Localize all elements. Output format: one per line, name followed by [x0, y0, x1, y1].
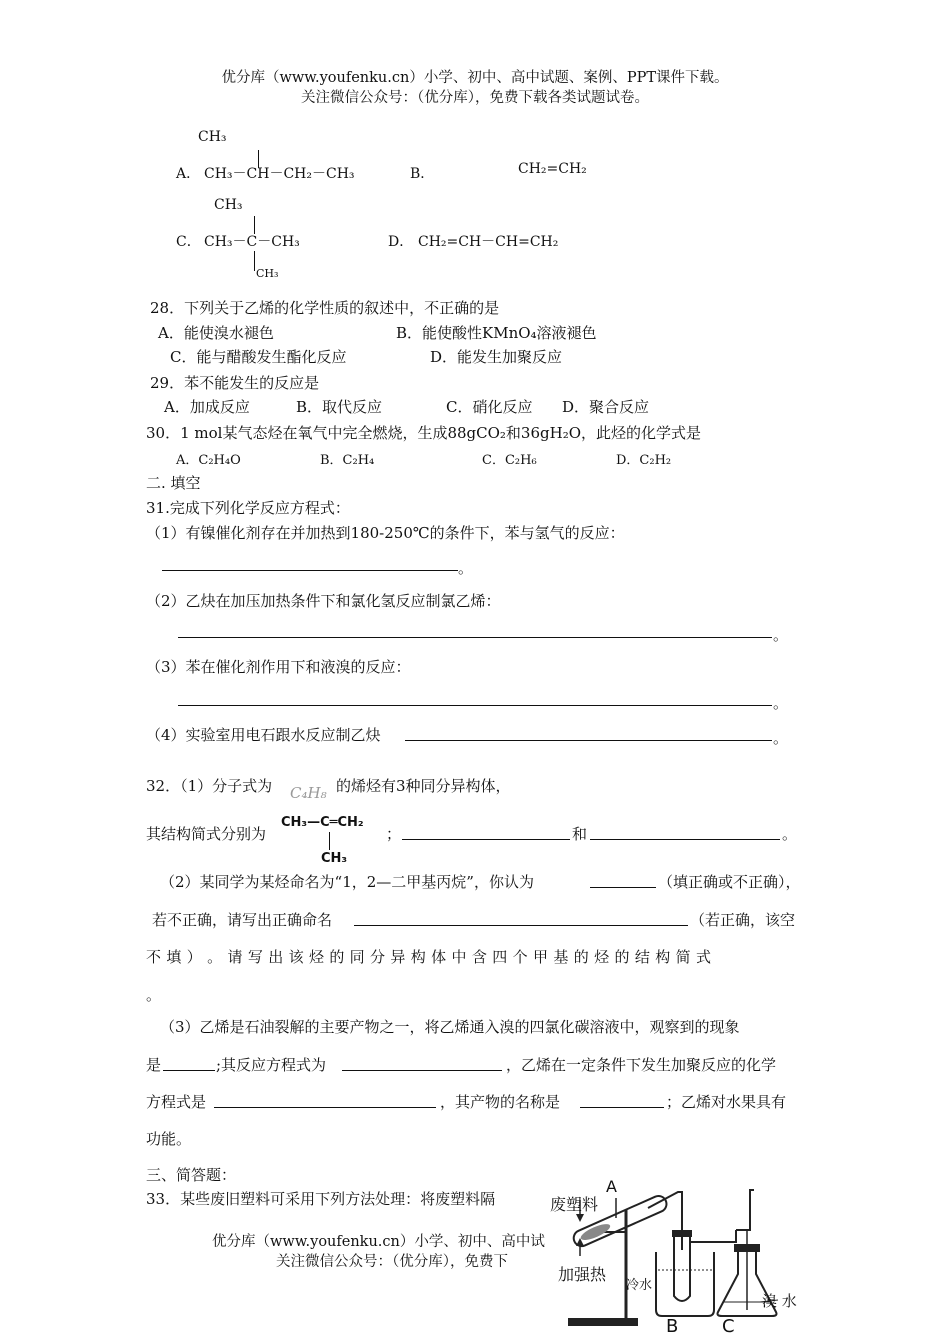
q31-end-3: 。 [773, 694, 789, 712]
q32-part3-a: （3）乙烯是石油裂解的主要产物之一，将乙烯通入溴的四氯化碳溶液中，观察到的现象 [160, 1018, 740, 1036]
q27-option-d-label: D． [388, 234, 414, 250]
q31-end-4: 。 [773, 729, 789, 747]
q32-formula-c4h8: C₄H₈ [290, 784, 327, 802]
q31-part-1: （1）有镍催化剂存在并加热到180-250℃的条件下，苯与氢气的反应： [146, 524, 625, 542]
q27-option-d-formula: CH₂=CH－CH=CH₂ [418, 234, 559, 250]
q31-part-4: （4）实验室用电石跟水反应制乙炔 [146, 726, 381, 744]
q32-line2-sep: ； [386, 825, 402, 843]
q30-option-b: B．C₂H₄ [320, 453, 375, 468]
q32-line2-and: 和 [572, 825, 588, 843]
beaker-b [656, 1252, 714, 1316]
figure-label-strong-heat: 加强热 [558, 1265, 607, 1284]
q31-answer-line-1[interactable] [162, 570, 458, 571]
figure-label-cold-water: 冷水 [626, 1278, 653, 1293]
header-line-2: 关注微信公众号：（优分库），免费下载各类试题试卷。 [301, 90, 649, 106]
q32-line1-post: 的烯烃有3种同分异构体， [336, 777, 511, 795]
header-line-1: 优分库（www.youfenku.cn）小学、初中、高中试题、案例、PPT课件下载。 [221, 70, 729, 86]
q31-answer-line-4[interactable] [405, 740, 772, 741]
collection-stopper [672, 1230, 692, 1237]
q27-a-ch3-top: CH₃ [198, 129, 227, 145]
q30-option-a: A．C₂H₄O [176, 453, 241, 468]
figure-label-a: A [606, 1177, 617, 1196]
section-3-title: 三、简答题： [146, 1166, 237, 1184]
q32-structure-sub: CH₃ [321, 851, 348, 866]
q32-isomer-blank-1[interactable] [402, 839, 570, 840]
q32-equation-blank[interactable] [342, 1070, 502, 1071]
q32-part2-d: （若正确，该空 [690, 911, 796, 929]
q27-option-a-formula: CH₃－CH－CH₂－CH₃ [204, 166, 355, 182]
footer-line-1: 优分库（www.youfenku.cn）小学、初中、高中试 [212, 1234, 545, 1250]
q28-option-d: D．能发生加聚反应 [430, 348, 563, 366]
q27-c-ch3-top: CH₃ [214, 197, 243, 213]
footer-line-2: 关注微信公众号：（优分库），免费下 [276, 1254, 508, 1270]
q32-line1-pre: 32．（1）分子式为 [146, 777, 273, 795]
q32-part2-c: 若不正确，请写出正确命名 [152, 911, 333, 929]
waste-arrow-head [576, 1214, 584, 1222]
q32-structure-main: CH₃—C═CH₂ [281, 815, 364, 830]
q32-product-name-blank[interactable] [580, 1107, 664, 1108]
q32-line2-pre: 其结构简式分别为 [146, 825, 267, 843]
figure-label-waste-plastic: 废塑料 [550, 1195, 599, 1214]
q32-part3-b1: 是 [146, 1056, 162, 1074]
q28-option-a: A．能使溴水褪色 [158, 324, 274, 342]
q32-part2-e: 不 填 ） 。 请 写 出 该 烃 的 同 分 异 构 体 中 含 四 个 甲 基 的 烃 的 结 构 简 式 [146, 948, 712, 966]
q32-part3-c3: ；乙烯对水果具有 [666, 1093, 787, 1111]
q32-part3-b2: ;其反应方程式为 [216, 1056, 327, 1074]
stand-base [568, 1318, 638, 1326]
q31-end-2: 。 [773, 626, 789, 644]
q32-part2-b: （填正确或不正确）， [658, 873, 801, 891]
q27-option-a-label: A． [176, 166, 201, 182]
q29-stem: 29．苯不能发生的反应是 [150, 374, 320, 392]
q28-stem: 28．下列关于乙烯的化学性质的叙述中，不正确的是 [150, 299, 500, 317]
q27-c-bond-bottom [254, 251, 255, 271]
q30-option-c: C．C₂H₆ [482, 453, 537, 468]
q28-option-b: B．能使酸性KMnO₄溶液褪色 [396, 324, 597, 342]
q31-end-1: 。 [458, 559, 474, 577]
q32-name-blank[interactable] [354, 925, 688, 926]
q29-option-a: A．加成反应 [164, 398, 250, 416]
q32-part2-f: 。 [146, 986, 162, 1004]
q32-isomer-blank-2[interactable] [590, 839, 780, 840]
q32-part3-d: 功能。 [146, 1130, 192, 1148]
q27-option-b-formula: CH₂=CH₂ [518, 161, 587, 177]
q30-stem: 30．1 mol某气态烃在氧气中完全燃烧，生成88gCO₂和36gH₂O，此烃的化学式是 [146, 424, 702, 442]
q32-part3-c2: ，其产物的名称是 [440, 1093, 561, 1111]
q29-option-b: B．取代反应 [296, 398, 383, 416]
q28-option-c: C．能与醋酸发生酯化反应 [170, 348, 347, 366]
q29-option-d: D．聚合反应 [562, 398, 650, 416]
q31-part-2: （2）乙炔在加压加热条件下和氯化氢反应制氯乙烯： [146, 592, 501, 610]
q27-option-c-label: C． [176, 234, 201, 250]
q32-part3-b3: ，乙烯在一定条件下发生加聚反应的化学 [506, 1056, 777, 1074]
q32-part2-a: （2）某同学为某烃命名为“1，2—二甲基丙烷”，你认为 [160, 873, 534, 891]
figure-label-b: B [666, 1316, 679, 1337]
figure-label-c: C [722, 1316, 735, 1337]
q27-option-b-label: B． [410, 166, 435, 182]
q32-line2-end: 。 [782, 825, 798, 843]
q31-answer-line-3[interactable] [178, 705, 772, 706]
q31-stem: 31.完成下列化学反应方程式： [146, 499, 350, 517]
figure-label-bromine-water: 溴 水 [762, 1292, 797, 1310]
delivery-tube-2 [690, 1230, 736, 1242]
q32-part3-c1: 方程式是 [146, 1093, 207, 1111]
q32-polymer-equation-blank[interactable] [214, 1107, 436, 1108]
q33-stem: 33．某些废旧塑料可采用下列方法处理：将废塑料隔 [146, 1190, 496, 1208]
q32-phenomenon-blank[interactable] [163, 1070, 215, 1071]
q29-option-c: C．硝化反应 [446, 398, 533, 416]
q32-judge-blank[interactable] [590, 887, 656, 888]
q32-structure-bond [329, 832, 330, 850]
q30-option-d: D．C₂H₂ [616, 453, 672, 468]
q27-option-c-formula: CH₃－C－CH₃ [204, 234, 300, 250]
q27-c-ch3-bottom: CH₃ [256, 267, 279, 280]
q31-answer-line-2[interactable] [178, 637, 772, 638]
delivery-tube-3 [736, 1190, 754, 1230]
q31-part-3: （3）苯在催化剂作用下和液溴的反应： [146, 658, 411, 676]
section-2-title: 二. 填空 [146, 474, 201, 492]
